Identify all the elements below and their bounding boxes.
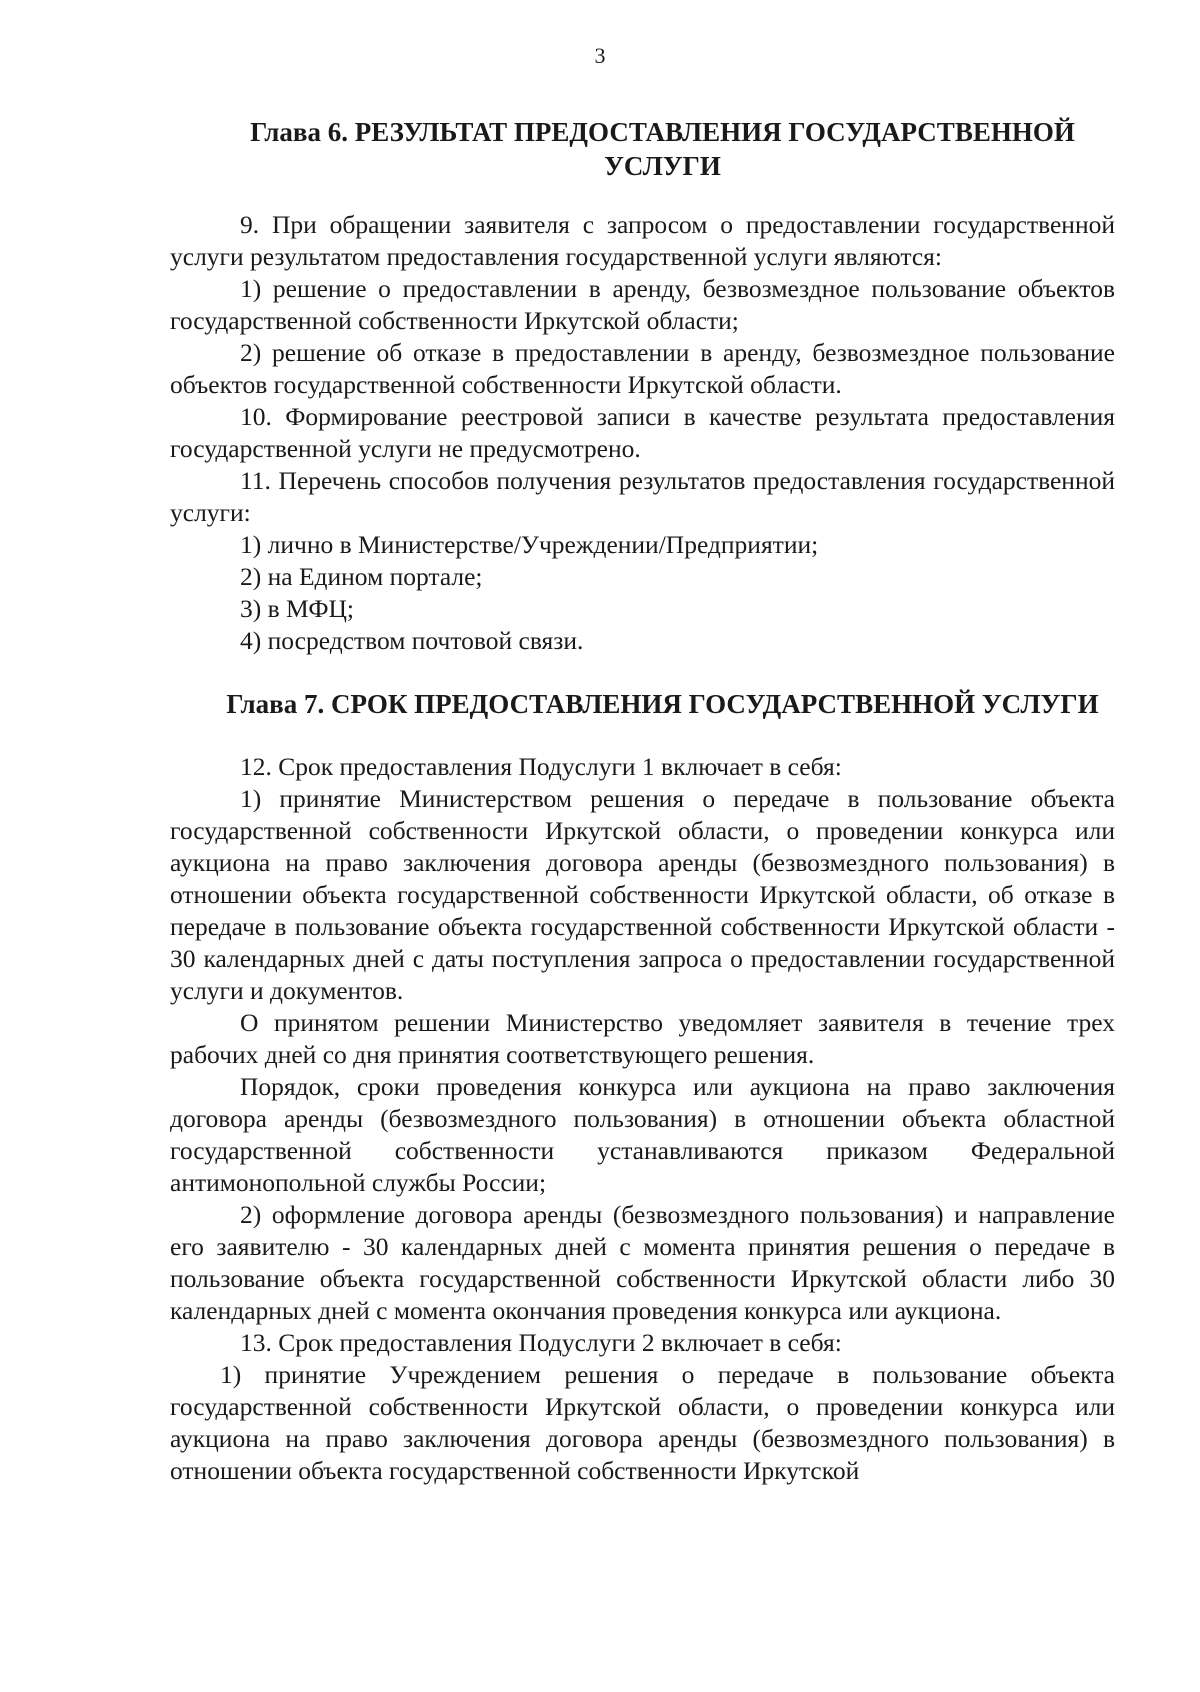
paragraph: 10. Формирование реестровой записи в качестве результата предоставления государственной услуги не предусмотрено. bbox=[170, 402, 1115, 463]
paragraph: 9. При обращении заявителя с запросом о предоставлении государственной услуги результатом предоставления государственной услуги являются: bbox=[170, 210, 1115, 271]
paragraph: 11. Перечень способов получения результатов предоставления государственной услуги: bbox=[170, 466, 1115, 527]
paragraph: 13. Срок предоставления Подуслуги 2 включает в себя: bbox=[240, 1328, 842, 1357]
paragraph: 2) оформление договора аренды (безвозмездного пользования) и направление его заявителю - 30 календарных дней с момента принятия решения о передаче в пользование объекта государственной собственности Иркутской области либо 30 календарных дней с момента окончания проведения конкурса или аукциона. bbox=[170, 1200, 1115, 1325]
paragraph: Порядок, сроки проведения конкурса или аукциона на право заключения договора аренды (безвозмездного пользования) в отношении объекта областной государственной собственности устанавливаются приказом Федеральной антимонопольной службы России; bbox=[170, 1072, 1115, 1197]
paragraph: 1) принятие Учреждением решения о передаче в пользование объекта государственной собственности Иркутской области, о проведении конкурса или аукциона на право заключения договора аренды (безвозмездного пользования) в отношении объекта государственной собственности Иркутской bbox=[170, 1360, 1115, 1485]
chapter-7-title: Глава 7. СРОК ПРЕДОСТАВЛЕНИЯ ГОСУДАРСТВЕННОЙ УСЛУГИ bbox=[226, 689, 1099, 719]
paragraph: 12. Срок предоставления Подуслуги 1 включает в себя: bbox=[240, 752, 842, 781]
paragraph: 2) решение об отказе в предоставлении в аренду, безвозмездное пользование объектов государственной собственности Иркутской области. bbox=[170, 338, 1115, 399]
document-body bbox=[170, 115, 1115, 1487]
list-item: 1) лично в Министерстве/Учреждении/Предприятии; bbox=[240, 530, 819, 559]
page-number: 3 bbox=[594, 43, 606, 68]
paragraph: 1) решение о предоставлении в аренду, безвозмездное пользование объектов государственной собственности Иркутской области; bbox=[170, 274, 1115, 335]
list-item: 3) в МФЦ; bbox=[240, 594, 355, 623]
paragraph: 1) принятие Министерством решения о передаче в пользование объекта государственной собственности Иркутской области, о проведении конкурса или аукциона на право заключения договора аренды (безвозмездного пользования) в отношении объекта государственной собственности Иркутской области, об отказе в передаче в пользование объекта государственной собственности Иркутской области - 30 календарных дней с даты поступления запроса о предоставлении государственной услуги и документов. bbox=[170, 784, 1115, 1005]
list-item: 2) на Едином портале; bbox=[240, 562, 483, 591]
list-item: 4) посредством почтовой связи. bbox=[240, 626, 584, 655]
paragraph: О принятом решении Министерство уведомляет заявителя в течение трех рабочих дней со дня принятия соответствующего решения. bbox=[170, 1008, 1115, 1069]
chapter-6-title: Глава 6. РЕЗУЛЬТАТ ПРЕДОСТАВЛЕНИЯ ГОСУДАРСТВЕННОЙ УСЛУГИ bbox=[250, 117, 1075, 181]
